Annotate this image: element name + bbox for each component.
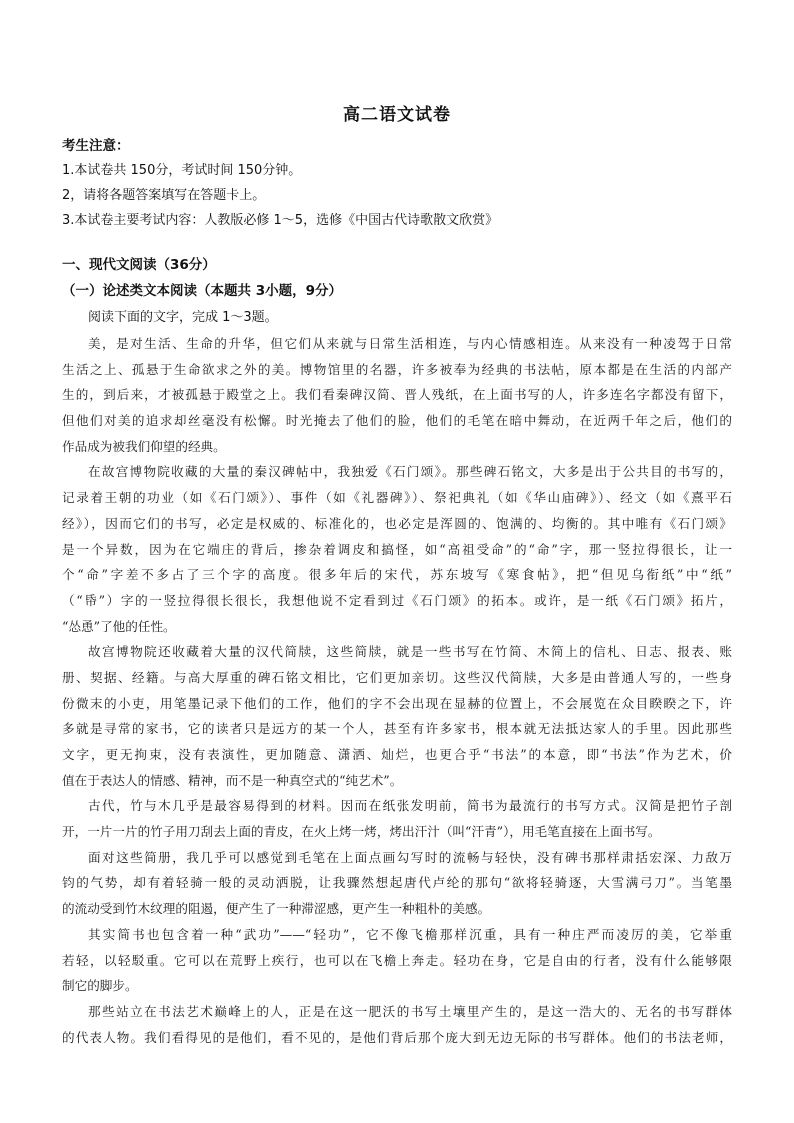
paragraph [62, 639, 732, 793]
passage-line: 故宫博物院还收藏着大量的汉代简牍，这些简牍，就是一些书写在竹简、木简上的信札、日志、报表、账 [88, 644, 732, 660]
passage-line: 册、契据、经籍。与高大厚重的碑石铭文相比，它们更加亲切。这些汉代简牍，大多是由普通人写的，一些身 [62, 669, 732, 685]
passage-line: 多就是寻常的家书，它的读者只是远方的某一个人，甚至有许多家书，根本就无法抵达家人的手里。因此那些 [62, 721, 732, 737]
paragraph [62, 331, 732, 459]
paragraph [62, 999, 732, 1050]
passage-line: 的代表人物。我们看得见的是他们，看不见的，是他们背后那个庞大到无边无际的书写群体。他们的书法老师， [62, 1029, 732, 1045]
passage-line: 经》），因而它们的书写，必定是权威的、标准化的，也必定是浑圆的、饱满的、均衡的。其中唯有《石门颂》 [62, 515, 732, 531]
passage-line: 古代，竹与木几乎是最容易得到的材料。因而在纸张发明前，简书为最流行的书写方式。汉简是把竹子剖 [88, 798, 732, 814]
notice-item: 3.本试卷主要考试内容：人教版必修 1～5，选修《中国古代诗歌散文欣赏》 [62, 213, 499, 228]
candidate-notice [62, 134, 742, 233]
passage-line: 其实简书也包含着一种“武功”——“轻功”，它不像飞檐那样沉重，具有一种庄严而凌厉的美，它举重 [88, 926, 732, 942]
passage-line: 是一个异数，因为在它端庄的背后，掺杂着调皮和搞怪，如“高祖受命”的“命”字，那一竖拉得很长，让一 [62, 541, 732, 557]
passage-line: “怂恿”了他的任性。 [62, 618, 176, 634]
passage-line: 若轻，以轻駁重。它可以在荒野上疾行，也可以在飞檐上奔走。轻功在身，它是自由的行者，没有什么能够限 [62, 952, 732, 968]
paragraph [62, 793, 732, 844]
passage-line: 美，是对生活、生命的升华，但它们从来就与日常生活相连，与内心情感相连。从来没有一种凌驾于日常 [88, 336, 732, 351]
section-heading: 一、现代文阅读（36分） [62, 257, 216, 273]
passage-line: （“帋”）字的一竖拉得很长很长，我想他说不定看到过《石门颂》的拓本。或许，是一纸《石门颂》拓片， [62, 592, 732, 608]
paragraph [62, 845, 732, 922]
passage-line: 在故宫博物院收藏的大量的秦汉碑帖中，我独爱《石门颂》。那些碑石铭文，大多是出于公共目的书写的， [88, 464, 732, 480]
passage-line: 文字，更无拘束，没有表演性，更加随意、潇洒、灿烂，也更合乎“书法”的本意，即“书法”作为艺术，价 [62, 747, 732, 762]
passage-line: 的流动受到竹木纹理的阻遏，便产生了一种滞涩感，更产生一种粗朴的美感。 [62, 901, 491, 917]
subsection-heading: （一）论述类文本阅读（本题共 3小题，9分） [62, 283, 342, 299]
passage-line: 制它的脚步。 [62, 978, 138, 994]
passage-line: 面对这些简册，我几乎可以感觉到毛笔在上面点画勾写时的流畅与轻快，没有碑书那样肃括宏深、力敌万 [88, 849, 732, 865]
passage-line: 生的，到后来，才被孤悬于殿堂之上。我们看秦碑汉简、晋人残纸，在上面书写的人，许多连名字都没有留下， [62, 387, 732, 403]
passage-line: 开，一片一片的竹子用刀刮去上面的青皮，在火上烤一烤，烤出汗汁（叫“汗青”），用毛笔直接在上面书写。 [62, 824, 661, 840]
passage-line: 钧的气势，却有着轻骑一般的灵动洒脱，让我骤然想起唐代卢纶的那句“欲将轻骑逐，大雪满弓刀”。当笔墨 [62, 875, 732, 891]
passage-line: 记录着王朝的功业（如《石门颂》）、事件（如《礼器碑》）、祭祀典礼（如《华山庙碑》）、经文（如《熹平石 [62, 490, 732, 506]
paragraph [62, 459, 732, 639]
passage-line: 那些站立在书法艺术巅峰上的人，正是在这一肥沃的书写土壤里产生的，是这一浩大的、无名的书写群体 [88, 1003, 732, 1019]
passage-line: 但他们对美的追求却丝毫没有松懈。时光掩去了他们的脸，他们的毛笔在暗中舞动，在近两千年之后，他们的 [62, 413, 732, 429]
reading-passage [62, 331, 732, 1050]
passage-line: 个“命”字差不多占了三个字的高度。很多年后的宋代，苏东坡写《寒食帖》，把“但见乌衔纸”中“纸” [62, 567, 732, 583]
exam-title: 高二语文试卷 [343, 105, 451, 125]
notice-item: 2，请将各题答案填写在答题卡上。 [62, 188, 266, 203]
reading-instruction: 阅读下面的文字，完成 1～3题。 [88, 310, 278, 325]
passage-line: 值在于表达人的情感、精神，而不是一种真空式的“纯艺术”。 [62, 772, 403, 788]
paragraph [62, 922, 732, 999]
passage-line: 生活之上、孤悬于生命欲求之外的美。博物馆里的名器，许多被奉为经典的书法帖，原本都是在生活的内部产 [62, 361, 732, 377]
passage-line: 作品成为被我们仰望的经典。 [62, 438, 226, 454]
passage-line: 份微末的小吏，用笔墨记录下他们的工作，他们的字不会出现在显赫的位置上，不会展览在众目睽睽之下，许 [62, 695, 732, 711]
notice-item: 1.本试卷共 150分，考试时间 150分钟。 [62, 163, 302, 178]
notice-heading: 考生注意： [62, 138, 130, 154]
